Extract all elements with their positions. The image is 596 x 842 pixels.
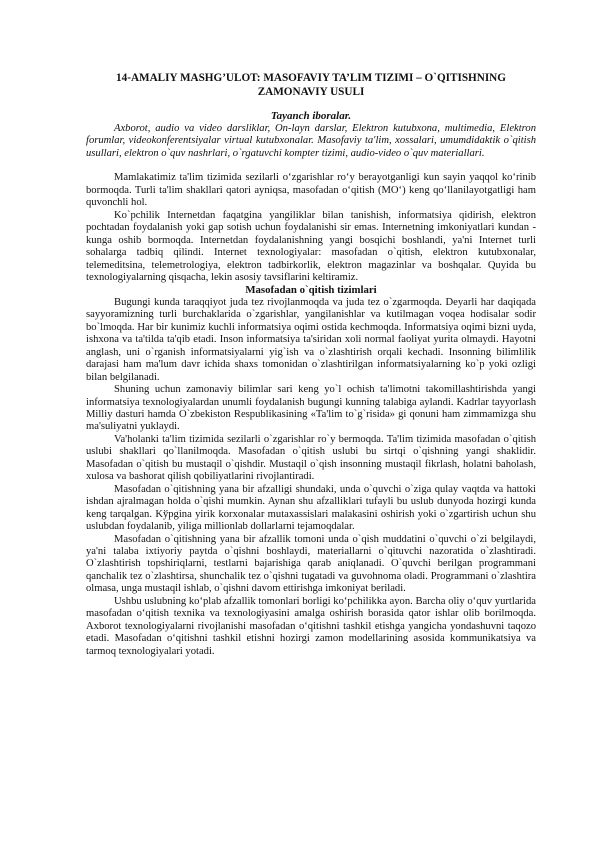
section-paragraph-2: Shuning uchun zamonaviy bilimlar sari keng yo`l ochish ta'limotni takomillashtirishda yangi informatsiya texnologiyalardan unumli foydalanish bugungi kunning talabiga aylandi. Kadrlar tayyorlash Milliy dasturi hamda O`zbekiston Respublikasining «Ta'lim to`g`risida» gi qonuni ham zimmamizga shu ma'suliyatni yuklaydi. xyxy=(86,384,536,433)
intro-paragraph-2: Ko`pchilik Internetdan faqatgina yangiliklar bilan tanishish, informatsiya qidirish, elektron pochtadan foydalanish yoki gap sotish uchun foydalanishi sir emas. Internetning imkoniyatlari kundan - kunga oshib bormoqda. Internetdan foydalanishning yangi bosqichi boshlandi, ya'ni Internet turli sohalarga tadbiq qilindi. Internet texnologiyalar: masofadan o`qitish, elektron kutubxonalar, telemeditsina, telemetrologiya, elektron tadbirkorlik, elektron magazinlar va boshqalar. Quyida bu texnologiyalarning qisqacha, lekin asosiy tavsiflarini keltiramiz. xyxy=(86,209,536,283)
keywords-text: Axborot, audio va video darsliklar, On-layn darslar, Elektron kutubxona, multimedia, Elektron forumlar, videokonferentsiyalar virtual kutubxonalar. Masofaviy ta'lim, xossalari, umumdidaktik o`qitish usullari, elektron o`quv nashrlari, o`rgatuvchi kompter tizimi, audio-video o`quv materiallari. xyxy=(86,123,536,159)
section-paragraph-1: Bugungi kunda taraqqiyot juda tez rivojlanmoqda va juda tez o`zgarmoqda. Deyarli har daqiqada sayyoramizning turli burchaklarida o`zgarishlar, yangilanishlar va kutilmagan voqea hodisalar sodir bo`lmoqda. Har bir kunimiz kuchli informatsiya oqimi ostida kechmoqda. Informatsiya oqimi bizni uyda, ishxona va ta'tilda ta'qib etadi. Inson informatsiya ta'siridan xoli normal faoliyat yurita olmaydi. Hayotni anglash, uni o`rganish informatsiyalarni yig`ish va o`zlashtirish orqali kechadi. Insonning bilimlilik darajasi ham ma'lum davr ichida shaxs tomonidan o`zlashtirilgan informatsiyalarning ko`p yoki ozligi bilan belgilanadi. xyxy=(86,296,536,383)
section-paragraph-4: Masofadan o`qitishning yana bir afzalligi shundaki, unda o`quvchi o`ziga qulay vaqtda va hattoki ishdan ajralmagan holda o`qishi mumkin. Aynan shu afzalliklari tufayli bu uslub dunyoda hozirgi kunda keng tarqalgan. Kўpgina yirik korxonalar mutaxassislari malakasini oshirish yoki o`zgartirish uchun shu uslubdan foydalanib, yiliga millionlab dollarlarni tejamoqdalar. xyxy=(86,483,536,533)
keywords-heading: Tayanch iboralar. xyxy=(270,110,352,122)
section-paragraph-6: Ushbu uslubning ko‘plab afzallik tomonlari borligi ko‘pchilikka ayon. Barcha oliy o‘quv yurtlarida masofadan o‘qitish texnika va texnologiyasini amalga oshirish borasida qator ishlar olib borilmoqda. Axborot texnologiyalarni rivojlanishi masofadan o‘qitishni tashkil etishga yangicha yondashuvni taqozo etadi. Masofadan o‘qitishni tashkil etishni hozirgi zamon modellarining asosida kommunikatsiya va tarmoq texnologiyalari yotadi. xyxy=(86,595,536,657)
section-paragraph-5: Masofadan o`qitishning yana bir afzallik tomoni unda o`qish muddatini o`quvchi o`zi belgilaydi, ya'ni talaba ixtiyoriy paytda o`qishni boshlaydi, materiallarni o`qituvchi nazoratida o`zlashtiradi. O`zlashtirish topshiriqlarni, testlarni bajarishiga qarab aniqlanadi. O`quvchi berilgan programmani qanchalik tez o`zlashtirsa, shunchalik tez o`qishni tugatadi va guvohnoma oladi. Programmani o`zlashtira olmasa, unga mustaqil ishlab, o`qishni davom ettirishga imkoniyat beriladi. xyxy=(86,533,536,595)
section-paragraph-3: Va'holanki ta'lim tizimida sezilarli o`zgarishlar ro`y bermoqda. Ta'lim tizimida masofadan o`qitish uslubi shakllari qo`llanilmoqda. Masofadan o`qitish uslubi bu sirtqi o`qishning yangi shaklidir. Masofadan o`qitish bu mustaqil o`qishdir. Mustaqil o`qish insonning mustaqil fikrlash, holatni baholash, xulosa va bashorat qilish qobiliyatlarini rivojlantiradi. xyxy=(86,433,536,483)
intro-paragraph-1: Mamlakatimiz ta'lim tizimida sezilarli o‘zgarishlar ro‘y berayotganligi kun sayin yaqqol ko‘rinib bormoqda. Turli ta'lim shakllari qatori ayniqsa, masofadan o‘qitish (MO‘) keng qo‘llanilayotgatligi ham quvonchli hol. xyxy=(86,172,536,209)
section-heading: Masofadan o`qitish tizimlari xyxy=(245,284,377,297)
page-title: 14-AMALIY MASHG’ULOT: MASOFAVIY TA’LIM TIZIMI – O`QITISHNING ZAMONAVIY USULI xyxy=(116,72,506,98)
